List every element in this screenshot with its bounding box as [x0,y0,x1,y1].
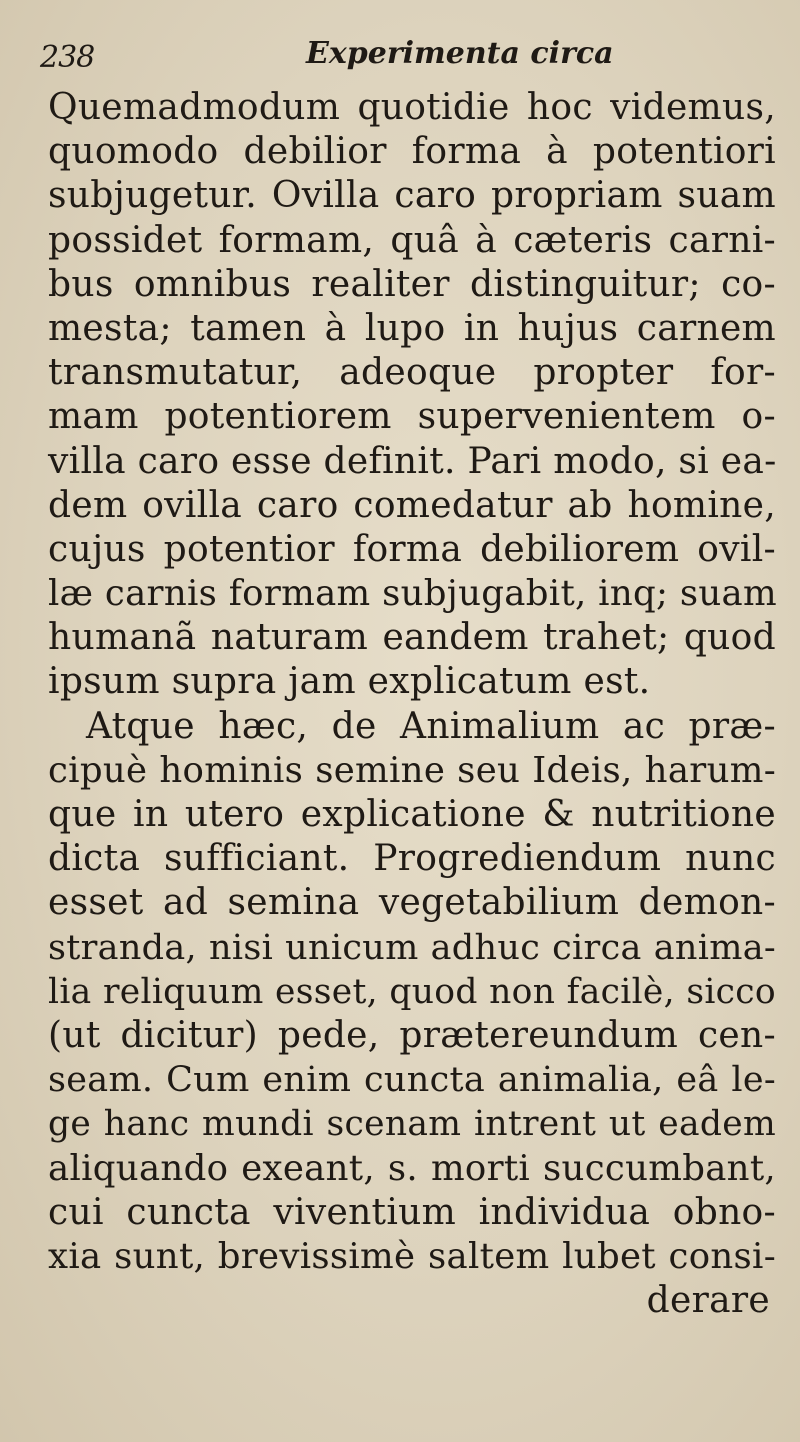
text-line: mesta; tamen à lupo in hujus carnem [48,307,776,349]
page-header [40,36,760,82]
text-line: villa caro esse definit. Pari modo, si ea- [48,440,777,482]
running-head: Experimenta circa [306,36,614,71]
text-line: cujus potentior forma debiliorem ovil- [48,528,776,570]
page-number: 238 [40,40,95,75]
text-line: (ut dicitur) pede, prætereundum cen- [48,1014,776,1056]
text-line: subjugetur. Ovilla caro propriam suam [48,175,776,217]
text-line: stranda, nisi unicum adhuc circa anima- [48,927,776,968]
text-line: dicta sufficiant. Progrediendum nunc [48,838,776,880]
text-line: ipsum supra jam explicatum est. [48,661,651,703]
text-line: cui cuncta viventium individua obno- [48,1191,776,1233]
text-line: esset ad semina vegetabilium demon- [48,882,776,924]
text-line: que in utero explicatione & nutritione [48,794,776,835]
text-line: bus omnibus realiter distinguitur; co- [48,263,776,305]
text-line: Quemadmodum quotidie hoc videmus, [48,87,776,128]
text-line: cipuè hominis semine seu Ideis, harum- [48,749,776,791]
text-line: seam. Cum enim cuncta animalia, eâ le- [48,1060,776,1101]
text-line: xia sunt, brevissimè saltem lubet consi- [48,1235,776,1277]
text-line: humanã naturam eandem trahet; quod [48,617,776,659]
text-line: lia reliquum esset, quod non facilè, sicco [48,971,776,1012]
text-line: mam potentiorem supervenientem o- [48,396,776,438]
text-line: ge hanc mundi scenam intrent ut eadem [48,1104,776,1145]
text-line: aliquando exeant, s. morti succumbant, [48,1147,776,1189]
text-line: quomodo debilior forma à potentiori [48,131,776,173]
text-line: dem ovilla caro comedatur ab homine, [48,484,776,526]
paragraph-start-line: Atque hæc, de Animalium ac præ- [86,705,776,747]
catchword: derare [646,1280,770,1322]
text-line: possidet formam, quâ à cæteris carni- [48,219,776,261]
body-text [48,86,776,1323]
text-line: transmutatur, adeoque propter for- [48,352,776,394]
text-line: læ carnis formam subjugabit, inq; suam [48,573,777,615]
